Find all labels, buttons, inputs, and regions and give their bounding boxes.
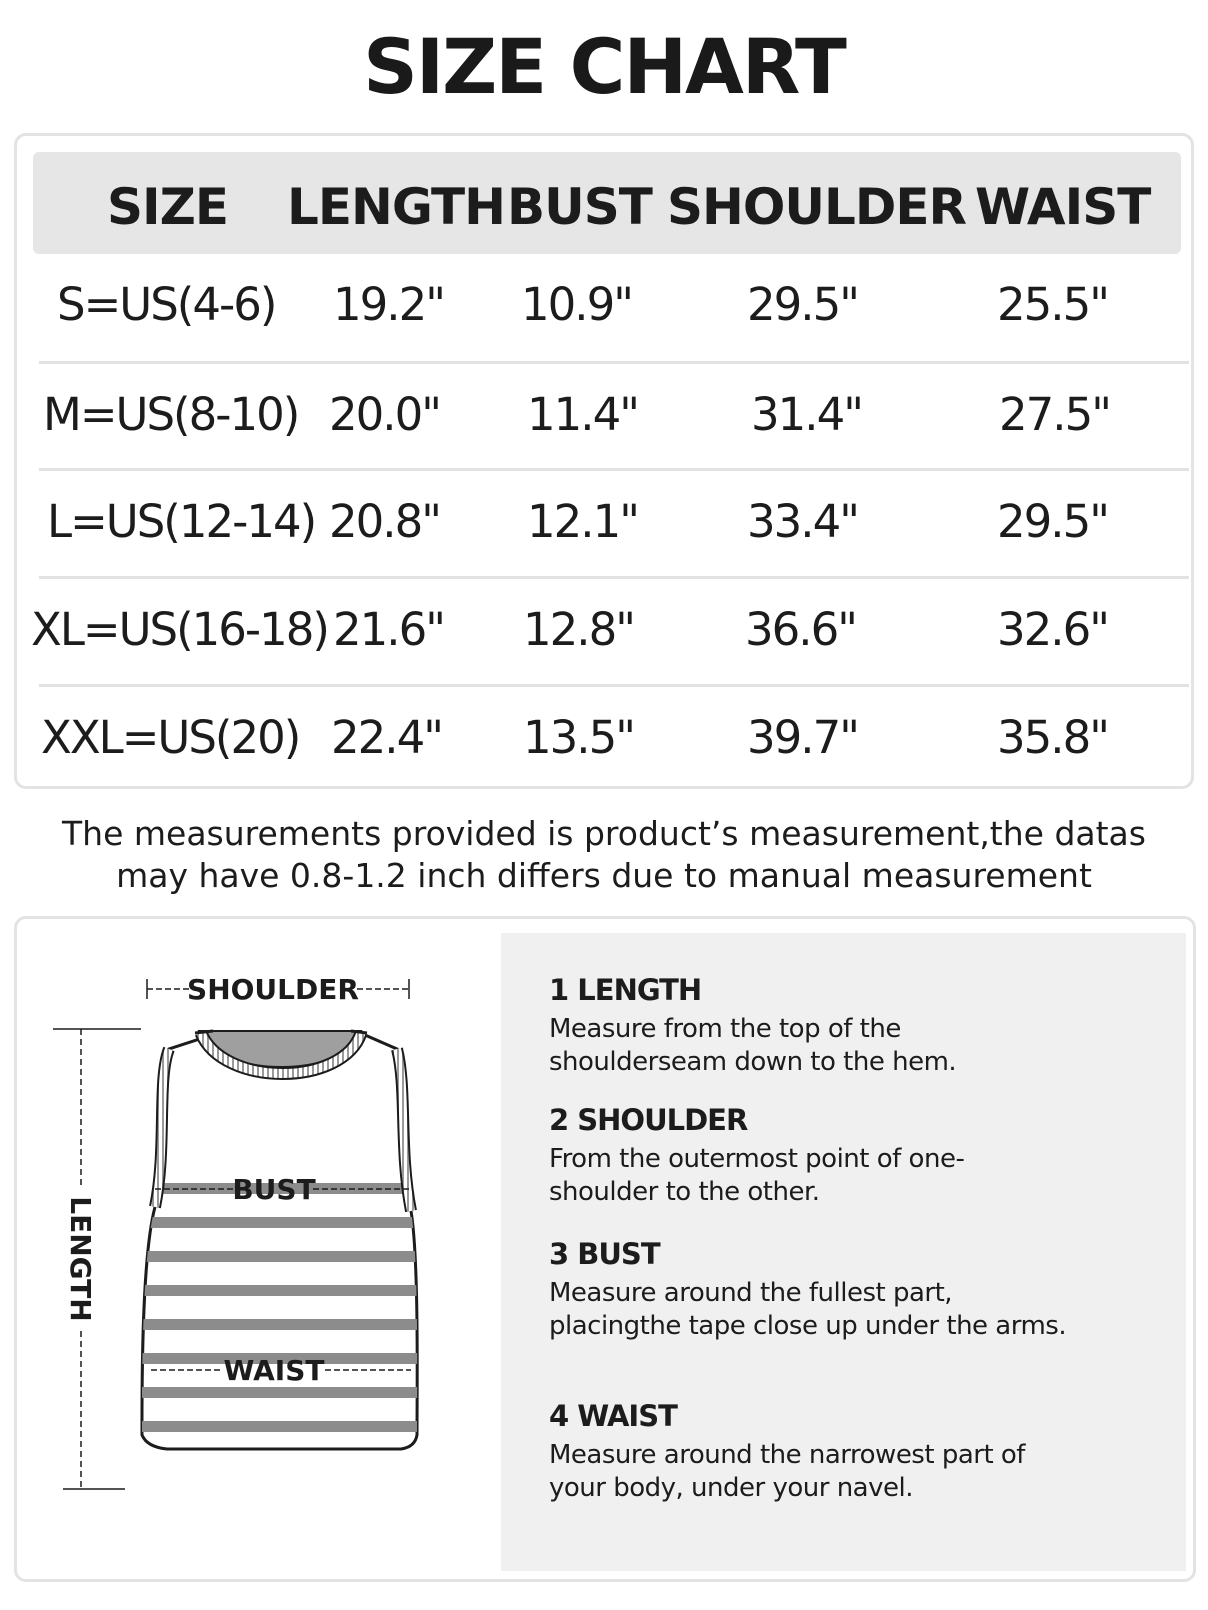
length-cell: 22.4"	[331, 711, 442, 764]
page-title: SIZE CHART	[363, 22, 845, 111]
table-row	[17, 471, 1191, 580]
table-header	[33, 152, 1181, 254]
length-label: LENGTH	[64, 1196, 97, 1322]
waist-label: WAIST	[223, 1354, 325, 1387]
tank-top-diagram	[17, 919, 497, 1579]
shoulder-cell: 31.4"	[751, 388, 862, 441]
waist-cell: 35.8"	[997, 711, 1108, 764]
bust-cell: 12.1"	[527, 495, 638, 548]
measurement-instructions	[501, 933, 1186, 1571]
header-size: SIZE	[107, 178, 229, 236]
table-row	[17, 364, 1191, 473]
waist-cell: 27.5"	[999, 388, 1110, 441]
waist-cell: 32.6"	[997, 603, 1108, 656]
bust-cell: 13.5"	[523, 711, 634, 764]
size-cell: L=US(12-14)	[47, 495, 316, 548]
table-row	[17, 687, 1191, 796]
guide-text: Measure around the fullest part, placingthe tape close up under the arms.	[549, 1278, 1067, 1341]
table-row	[17, 579, 1191, 688]
guide-heading: 1 LENGTH	[549, 973, 702, 1007]
size-cell: XXL=US(20)	[41, 711, 300, 764]
header-bust: BUST	[507, 178, 652, 236]
guide-item-shoulder	[549, 1103, 1069, 1209]
length-cell: 20.8"	[329, 495, 440, 548]
guide-item-length	[549, 973, 1069, 1079]
shoulder-cell: 29.5"	[747, 278, 858, 331]
shoulder-cell: 39.7"	[747, 711, 858, 764]
waist-cell: 25.5"	[997, 278, 1108, 331]
size-table	[14, 133, 1194, 789]
length-cell: 21.6"	[333, 603, 444, 656]
waist-cell: 29.5"	[997, 495, 1108, 548]
measurement-note	[0, 813, 1208, 897]
bust-cell: 10.9"	[521, 278, 632, 331]
length-cell: 19.2"	[333, 278, 444, 331]
header-waist: WAIST	[975, 178, 1151, 236]
note-line-1: The measurements provided is product’s measurement,the datas	[62, 814, 1146, 853]
shoulder-cell: 33.4"	[747, 495, 858, 548]
guide-text: Measure around the narrowest part of your body, under your navel.	[549, 1440, 1025, 1503]
guide-text: Measure from the top of the shoulderseam down to the hem.	[549, 1014, 957, 1077]
size-cell: M=US(8-10)	[43, 388, 299, 441]
shoulder-cell: 36.6"	[745, 603, 856, 656]
guide-heading: 4 WAIST	[549, 1399, 677, 1433]
measurement-guide	[14, 916, 1196, 1582]
guide-heading: 2 SHOULDER	[549, 1103, 748, 1137]
bust-cell: 11.4"	[527, 388, 638, 441]
guide-item-bust	[549, 1237, 1069, 1343]
shoulder-label: SHOULDER	[187, 973, 359, 1006]
guide-item-waist	[549, 1399, 1069, 1505]
length-cell: 20.0"	[329, 388, 440, 441]
guide-heading: 3 BUST	[549, 1237, 660, 1271]
header-shoulder: SHOULDER	[667, 178, 966, 236]
size-cell: XL=US(16-18)	[31, 603, 328, 656]
note-line-2: may have 0.8-1.2 inch differs due to manual measurement	[116, 856, 1092, 895]
size-cell: S=US(4-6)	[57, 278, 276, 331]
guide-text: From the outermost point of one-shoulder to the other.	[549, 1144, 965, 1207]
bust-cell: 12.8"	[523, 603, 634, 656]
table-row	[17, 254, 1191, 363]
header-length: LENGTH	[287, 178, 505, 236]
bust-label: BUST	[232, 1173, 316, 1206]
